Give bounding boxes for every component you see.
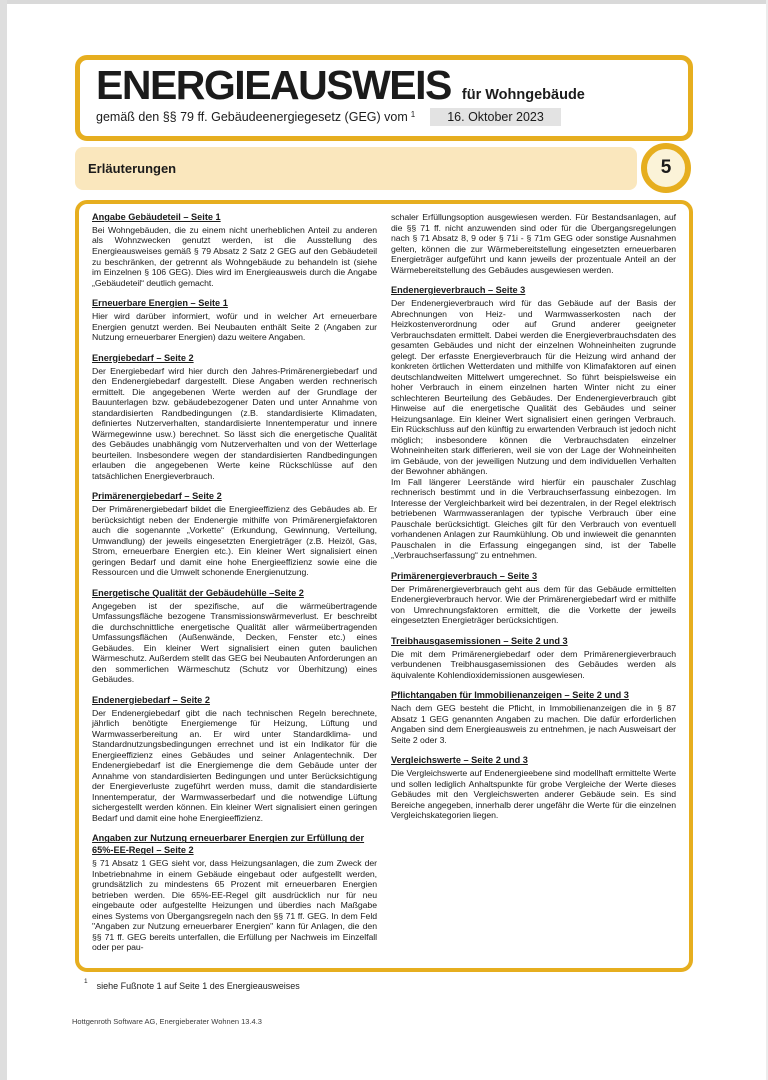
section-body: Die mit dem Primärenergiebedarf oder dem Primärenergieverbrauch verbundenen Treibhausgasemissionen des Gebäudes werden als äquivalente Kohlendioxidemissionen ausgewiesen. (391, 648, 676, 680)
section-heading: Endenergieverbrauch – Seite 3 (391, 285, 526, 296)
version-date-box: 16. Oktober 2023 (430, 108, 561, 126)
section-body: Nach dem GEG besteht die Pflicht, in Immobilienanzeigen die in § 87 Absatz 1 GEG genannten Angaben zu machen. Die dafür erforderlichen Angaben sind dem Energieausweis zu entnehmen, je nach Ausweisart der Seite 2 oder 3. (391, 703, 676, 745)
section-pflichtangaben (391, 690, 676, 745)
header-footnote-marker: 1 (410, 109, 416, 119)
footnote (84, 980, 300, 991)
footer-text: Hottgenroth Software AG, Energieberater Wohnen 13.4.3 (72, 1017, 262, 1026)
section-angabe-gebaeudeteil (92, 212, 377, 288)
section-heading: Treibhausgasemissionen – Seite 2 und 3 (391, 635, 568, 646)
section-primaerenergieverbrauch (391, 571, 676, 626)
section-vergleichswerte (391, 755, 676, 821)
page-edge-top (0, 0, 768, 4)
section-body: Die Vergleichswerte auf Endenergieebene sind modellhaft ermittelte Werte und sollen lediglich Anhaltspunkte für grobe Vergleiche der Werte dieses Gebäudes mit den Vergleichswerten anderer Gebäude sein. Es sind Bereiche angegeben, innerhalb derer ungefähr die Werte für die einzelnen Vergleichskategorien liegen. (391, 768, 676, 821)
section-body: Der Primärenergieverbrauch geht aus dem für das Gebäude ermittelten Endenergieverbrauch hervor. Wie der Primärenergiebedarf wird er mithilfe von Umrechnungsfaktoren ermittelt, die die Vorkette der jeweils eingesetzten Energieträger berücksichtigen. (391, 583, 676, 626)
section-body: Der Primärenergiebedarf bildet die Energieeffizienz des Gebäudes ab. Er berücksichtigt neben der Endenergie mithilfe von Primärenergiefaktoren auch die sogenannte „Vorkette“ (Erkundung, Gewinnung, Verteilung, Umwandlung) der jeweils eingesetzten Energieträger (z.B. Heizöl, Gas, Strom, erneuerbare Energien etc.). Ein kleiner Wert signalisiert einen geringen Bedarf und damit eine hohe Energieeffizienz sowie eine die Ressourcen und die Umwelt schonende Energienutzung. (92, 504, 377, 578)
section-heading: Angabe Gebäudeteil – Seite 1 (92, 212, 221, 222)
section-body: Der Endenergiebedarf gibt die nach technischen Regeln berechnete, jährlich benötigte Energiemenge für Heizung, Lüftung und Warmwasserbereitung an. Er wird unter Standardklima- und Standardnutzungsbedingungen errechnet und ist ein Indikator für die Energieeffizienz eines Gebäudes und seiner Anlagentechnik. Der Endenergiebedarf ist die Energiemenge die dem Gebäude unter der Annahme von standardisierten Bedingungen und unter Berücksichtigung der Energieverluste zugeführt werden muss, damit die standardisierte Innentemperatur, der Warmwasserbedarf und die notwendige Lüftung sichergestellt werden können. Ein kleiner Wert signalisiert einen geringen Bedarf und damit eine hohe Energieeffizienz. (92, 707, 377, 823)
section-body: Bei Wohngebäuden, die zu einem nicht unerheblichen Anteil zu anderen als Wohnzwecken genutzt werden, ist die Ausstellung des Energieausweises gemäß § 79 Absatz 2 Satz 2 GEG auf den Gebäudeteil zu beschränken, der getrennt als Wohngebäude zu behandeln ist (siehe im Einzelnen § 106 GEG). Dies wird im Energieausweis durch die Angabe „Gebäudeteil“ deutlich gemacht. (92, 224, 377, 288)
section-body: Der Energiebedarf wird hier durch den Jahres-Primärenergiebedarf und den Endenergiebedarf dargestellt. Diese Angaben werden rechnerisch ermittelt. Die angegebenen Werte werden auf der Grundlage der Bauunterlagen bzw. gebäudebezogener Daten und unter Annahme von standardisierten Randbedingungen (z.B. standardisierte Klimadaten, definiertes Nutzerverhalten, standardisierte Innentemperatur und innere Wärmegewinne usw.) berechnet. So lässt sich die energetische Qualität des Gebäudes unabhängig vom Nutzerverhalten und von der Wetterlage beurteilen. Insbesondere wegen der standardisierten Randbedingungen erlauben die angegebenen Werte keine Rückschlüsse auf den tatsächlichen Energieverbrauch. (92, 365, 377, 481)
section-body: Angegeben ist der spezifische, auf die wärmeübertragende Umfassungsfläche bezogene Transmissionswärmeverlust. Er beschreibt die durchschnittliche energetische Qualität aller wärmeübertragenden Umfassungsflächen (Außenwände, Decken, Fenster etc.) eines Gebäudes. Ein kleiner Wert signalisiert einen guten baulichen Wärmeschutz. Außerdem stellt das GEG bei Neubauten Anforderungen an den sommerlichen Wärmeschutz (Schutz vor Überhitzung) eines Gebäudes. (92, 600, 377, 685)
footnote-text: siehe Fußnote 1 auf Seite 1 des Energieausweises (96, 981, 300, 991)
page-number-badge (641, 143, 691, 193)
section-heading: Angaben zur Nutzung erneuerbarer Energien zur Erfüllung der 65%-EE-Regel – Seite 2 (92, 833, 365, 856)
document-subtitle: für Wohngebäude (461, 87, 585, 103)
explanations-content-box (75, 200, 693, 972)
header-box (75, 55, 693, 141)
section-primaerenergiebedarf (92, 491, 377, 578)
section-energetische-qualitaet (92, 588, 377, 685)
section-body-continued: Im Fall längerer Leerstände wird hierfür ein pauschaler Zuschlag rechnerisch bestimmt und in die Verbrauchserfassung einbezogen. Im Interesse der Vergleichbarkeit wird bei dezentralen, in der Regel elektrisch betriebenen Warmwasseranlagen der typische Verbrauch über eine Pauschale berücksichtigt. Gleiches gilt für den Verbrauch von eventuell vorhandenen Anlagen zur Raumkühlung. Ob und inwieweit die genannten Pauschalen in die Erfassung eingegangen sind, ist der Tabelle „Verbrauchserfassung“ zu entnehmen. (391, 476, 676, 561)
section-body: schaler Erfüllungsoption ausgewiesen werden. Für Bestandsanlagen, auf die §§ 71 ff. nicht anzuwenden sind oder für die Übergangsregelungen nach § 71 Absatz 8, 9 oder § 71i - § 71m GEG oder sonstige Ausnahmen gelten, können die zur Wärmebereitstellung eingesetzten erneuerbaren Energieträger aufgeführt und kann jeweils der prozentuale Anteil an der Wärmebereitstellung des Gebäudes ausgewiesen werden. (391, 212, 676, 275)
section-title-band (75, 147, 637, 190)
section-body: Der Endenergieverbrauch wird für das Gebäude auf der Basis der Abrechnungen von Heiz- und Warmwasserkosten nach der Heizkostenverordnung oder auf Grund anderer geeigneter Verbrauchsdaten ermittelt. Dabei werden die Energieverbrauchsdaten des gesamten Gebäudes und nicht der einzelnen Wohneinheiten zugrunde gelegt. Der erfasste Energieverbrauch für die Heizung wird anhand der konkreten örtlichen Wetterdaten und mithilfe von Klimafaktoren auf einen deutschlandweiten Mittelwert umgerechnet. So führt beispielsweise ein hoher Verbrauch in einem einzelnen harten Winter nicht zu einer schlechteren Beurteilung des Gebäudes. Der Endenergieverbrauch gibt Hinweise auf die energetische Qualität des Gebäudes und seiner Heizungsanlage. Ein kleiner Wert signalisiert einen geringen Verbrauch. Ein Rückschluss auf den künftig zu erwartenden Verbrauch ist jedoch nicht möglich; insbesondere können die Verbrauchsdaten einzelner Wohneinheiten stark differieren, weil sie von der Lage der Wohneinheiten im Gebäude, von der jeweiligen Nutzung und dem individuellen Verhalten der Bewohner abhängen. (391, 298, 676, 477)
right-column (391, 212, 676, 962)
legal-reference-row (96, 108, 676, 126)
section-energiebedarf (92, 353, 377, 482)
legal-reference-text: gemäß den §§ 79 ff. Gebäudeenergiegesetz (GEG) vom (96, 110, 408, 125)
left-column (92, 212, 377, 962)
section-heading: Energetische Qualität der Gebäudehülle –Seite 2 (92, 587, 304, 598)
section-heading: Endenergiebedarf – Seite 2 (92, 694, 210, 705)
document-title: ENERGIEAUSWEIS (96, 62, 451, 108)
section-erneuerbare-energien (92, 298, 377, 343)
section-title: Erläuterungen (88, 161, 177, 176)
section-heading: Erneuerbare Energien – Seite 1 (92, 298, 228, 309)
section-heading: Vergleichswerte – Seite 2 und 3 (391, 755, 528, 766)
section-heading: Primärenergiebedarf – Seite 2 (92, 491, 222, 502)
title-row (96, 64, 676, 107)
page-edge-left (0, 0, 7, 1080)
section-body: § 71 Absatz 1 GEG sieht vor, dass Heizungsanlagen, die zum Zweck der Inbetriebnahme in einem Gebäude eingebaut oder aufgestellt werden, grundsätzlich zu mindestens 65 Prozent mit erneuerbaren Energien betrieben werden. Die 65%-EE-Regel gilt ausdrücklich nur für neu eingebaute oder aufgestellte Heizungen und überdies nach Maßgabe eines Systems von Übergangsregeln nach den §§ 71 ff. GEG. In dem Feld "Angaben zur Nutzung erneuerbarer Energien" kann für Anlagen, die den §§ 71 ff. GEG bereits unterfallen, die Erfüllung per Nachweis im Einzelfall oder per pau- (92, 858, 377, 953)
section-heading: Pflichtangaben für Immobilienanzeigen – Seite 2 und 3 (391, 690, 629, 701)
section-body: Hier wird darüber informiert, wofür und in welcher Art erneuerbare Energien genutzt werden. Bei Neubauten enthält Seite 2 (Angaben zur Nutzung erneuerbarer Energien) dazu weitere Angaben. (92, 311, 377, 343)
section-treibhausgasemissionen (391, 636, 676, 681)
section-endenergiebedarf (92, 695, 377, 824)
section-heading: Energiebedarf – Seite 2 (92, 352, 194, 363)
section-endenergieverbrauch (391, 285, 676, 561)
section-heading: Primärenergieverbrauch – Seite 3 (391, 570, 538, 581)
footnote-marker: 1 (84, 978, 88, 985)
section-65-ee-regel-continued (391, 212, 676, 275)
section-65-ee-regel (92, 833, 377, 953)
page-number: 5 (660, 157, 672, 178)
